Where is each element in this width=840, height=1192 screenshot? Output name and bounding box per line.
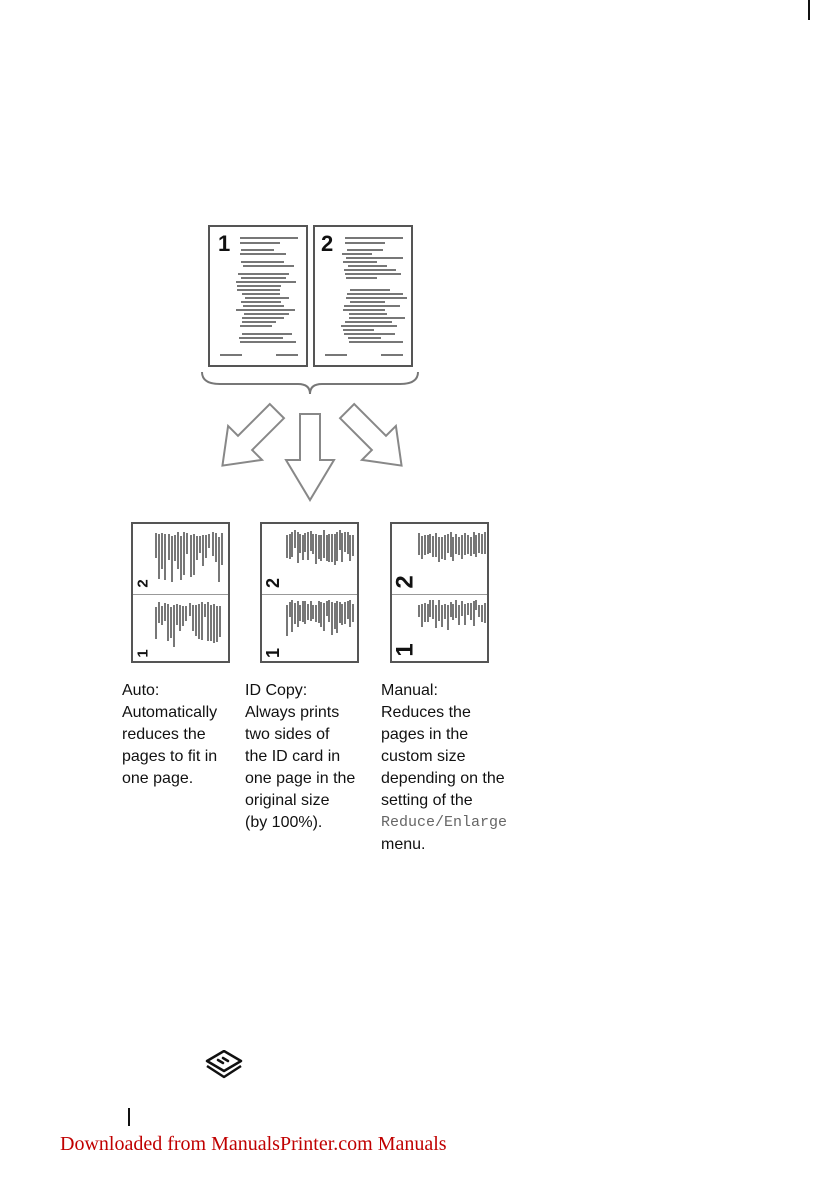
menu-name: Reduce/Enlarge: [381, 814, 508, 831]
text-line: [241, 301, 281, 303]
text-line: [345, 273, 401, 275]
brace-and-arrows: [190, 370, 440, 505]
text-line: [240, 242, 280, 244]
text-line: [458, 605, 460, 625]
text-line: [182, 606, 184, 626]
result-number-bottom: 1: [134, 649, 152, 658]
text-line: [438, 537, 440, 562]
text-line: [347, 293, 403, 295]
text-line: [177, 532, 179, 569]
text-line: [464, 533, 466, 555]
text-line: [240, 237, 298, 239]
text-line: [245, 297, 289, 299]
text-line: [183, 532, 185, 575]
text-line: [180, 536, 182, 580]
text-line: [455, 534, 457, 554]
text-line: [432, 600, 434, 619]
text-line: [179, 605, 181, 631]
text-line: [240, 341, 296, 343]
caption-line: pages in the: [381, 726, 469, 743]
text-line: [237, 285, 281, 287]
text-line: [241, 261, 284, 263]
text-line: [381, 354, 403, 356]
text-line: [220, 354, 242, 356]
text-line: [344, 333, 395, 335]
text-line: [343, 309, 385, 311]
text-line: [350, 289, 390, 291]
text-line: [243, 265, 294, 267]
text-line: [202, 535, 204, 566]
text-line: [478, 605, 480, 617]
caption-line: (by 100%).: [245, 814, 323, 831]
caption-line: Reduces the: [381, 704, 471, 721]
text-line: [350, 301, 385, 303]
text-line: [450, 532, 452, 557]
text-line: [176, 604, 178, 625]
text-line: [210, 605, 212, 641]
text-line: [432, 536, 434, 557]
text-line: [236, 281, 296, 283]
text-line: [467, 535, 469, 554]
manual-caption: [381, 680, 507, 856]
text-line: [427, 604, 429, 622]
text-line: [199, 536, 201, 553]
text-line: [444, 535, 446, 560]
text-line: [201, 602, 203, 640]
text-line: [470, 537, 472, 556]
text-line: [212, 532, 214, 556]
text-line: [345, 237, 403, 239]
text-line: [158, 602, 160, 623]
text-line: [478, 533, 480, 553]
text-line: [213, 604, 215, 643]
text-line: [243, 305, 284, 307]
text-line: [473, 601, 475, 626]
text-line: [242, 293, 280, 295]
text-line: [424, 535, 426, 555]
text-line: [464, 604, 466, 625]
text-line: [484, 603, 486, 623]
text-line: [441, 605, 443, 627]
caption-line: menu.: [381, 836, 426, 853]
text-line: [276, 354, 298, 356]
text-line: [190, 535, 192, 577]
text-line: [475, 600, 477, 610]
page-margin-bar: [128, 1108, 130, 1126]
text-line: [161, 533, 163, 569]
text-line: [473, 532, 475, 554]
text-line: [164, 534, 166, 580]
text-line: [461, 601, 463, 616]
download-source-link[interactable]: Downloaded from ManualsPrinter.com Manuals: [60, 1133, 447, 1155]
text-line: [441, 537, 443, 559]
result-number-bottom: 1: [263, 647, 284, 659]
text-line: [444, 604, 446, 619]
text-line: [155, 533, 157, 558]
text-line: [470, 603, 472, 620]
text-line: [241, 277, 286, 279]
manual-result-page: [390, 522, 489, 663]
text-line: [424, 603, 426, 622]
text-line: [475, 535, 477, 557]
text-line: [207, 602, 209, 641]
caption-line: one page.: [122, 770, 194, 787]
text-line: [421, 604, 423, 627]
id-copy-caption: [245, 680, 355, 834]
text-line: [158, 534, 160, 579]
text-line: [346, 277, 377, 279]
text-line: [173, 605, 175, 647]
auto-result-page: [131, 522, 230, 663]
text-line: [481, 534, 483, 554]
text-line: [427, 535, 429, 554]
text-line: [429, 534, 431, 553]
text-line: [189, 603, 191, 616]
text-line: [185, 606, 187, 621]
arrow-down-icon: [286, 414, 334, 500]
text-line: [421, 536, 423, 559]
original-page-number: 2: [321, 231, 334, 256]
text-line: [484, 532, 486, 554]
caption-line: ID Copy:: [245, 682, 308, 699]
text-line: [346, 297, 407, 299]
caption-line: setting of the: [381, 792, 473, 809]
caption-line: one page in the: [245, 770, 356, 787]
text-line: [205, 535, 207, 558]
brace-icon: [202, 372, 418, 394]
text-line: [455, 600, 457, 618]
text-line: [461, 535, 463, 559]
text-line: [195, 605, 197, 636]
arrow-right-icon: [330, 394, 418, 482]
text-line: [218, 537, 220, 582]
text-line: [171, 536, 173, 582]
result-number-top: 2: [263, 577, 284, 589]
text-line: [221, 533, 223, 565]
text-line: [418, 533, 420, 555]
text-line: [343, 261, 377, 263]
text-line: [241, 249, 274, 251]
text-line: [216, 606, 218, 642]
text-line: [242, 333, 292, 335]
text-line: [348, 265, 387, 267]
text-line: [429, 600, 431, 617]
text-line: [238, 273, 289, 275]
caption-line: Auto:: [122, 682, 160, 699]
note-icon: [203, 1050, 245, 1080]
text-line: [447, 534, 449, 553]
arrow-left-icon: [205, 394, 293, 482]
text-line: [348, 337, 381, 339]
id-copy-result-page: [260, 522, 359, 663]
text-line: [208, 534, 210, 548]
text-line: [186, 533, 188, 554]
text-line: [168, 534, 170, 560]
text-line: [170, 607, 172, 638]
text-line: [418, 605, 420, 617]
text-line: [346, 257, 403, 259]
text-line: [435, 605, 437, 628]
text-line: [467, 603, 469, 615]
caption-line: custom size: [381, 748, 466, 765]
text-line: [155, 607, 157, 639]
text-line: [452, 604, 454, 620]
text-line: [164, 603, 166, 621]
auto-caption: [122, 680, 217, 790]
text-line: [240, 325, 272, 327]
original-page-number: 1: [218, 231, 231, 256]
text-line: [352, 535, 354, 556]
original-page-1: [208, 225, 308, 367]
text-line: [452, 537, 454, 561]
text-line: [204, 604, 206, 617]
text-line: [349, 341, 403, 343]
text-line: [349, 317, 405, 319]
caption-line: original size: [245, 792, 330, 809]
text-line: [435, 533, 437, 557]
text-line: [343, 329, 374, 331]
text-line: [347, 249, 383, 251]
text-line: [244, 313, 289, 315]
caption-line: Automatically: [122, 704, 218, 721]
text-line: [240, 253, 286, 255]
text-line: [342, 253, 372, 255]
text-line: [196, 536, 198, 560]
text-line: [237, 289, 280, 291]
text-line: [352, 604, 354, 622]
original-page-2: [313, 225, 413, 367]
text-line: [450, 602, 452, 617]
page-divider: [392, 594, 487, 595]
text-line: [219, 606, 221, 637]
text-line: [345, 321, 392, 323]
text-line: [192, 605, 194, 631]
text-line: [438, 600, 440, 621]
text-line: [344, 305, 400, 307]
text-line: [242, 317, 284, 319]
text-line: [198, 604, 200, 639]
caption-line: reduces the: [122, 726, 206, 743]
page-divider: [133, 594, 228, 595]
caption-line: Always prints: [245, 704, 340, 721]
text-line: [447, 605, 449, 630]
text-line: [325, 354, 347, 356]
text-line: [167, 604, 169, 641]
result-number-top: 2: [391, 575, 419, 589]
text-line: [349, 313, 387, 315]
caption-line: two sides of: [245, 726, 330, 743]
result-number-bottom: 1: [391, 643, 419, 657]
caption-line: the ID card in: [245, 748, 341, 765]
page-corner-rule: [0, 0, 810, 20]
page-divider: [262, 594, 357, 595]
caption-line: depending on the: [381, 770, 505, 787]
text-line: [242, 321, 276, 323]
text-line: [174, 535, 176, 561]
text-line: [344, 269, 396, 271]
text-line: [193, 534, 195, 575]
text-line: [458, 537, 460, 555]
text-line: [481, 605, 483, 622]
text-line: [345, 242, 385, 244]
text-line: [236, 309, 295, 311]
text-line: [341, 325, 397, 327]
text-line: [215, 533, 217, 562]
result-number-top: 2: [134, 579, 152, 588]
caption-line: Manual:: [381, 682, 438, 699]
text-line: [161, 606, 163, 625]
text-line: [239, 337, 283, 339]
caption-line: pages to fit in: [122, 748, 218, 765]
